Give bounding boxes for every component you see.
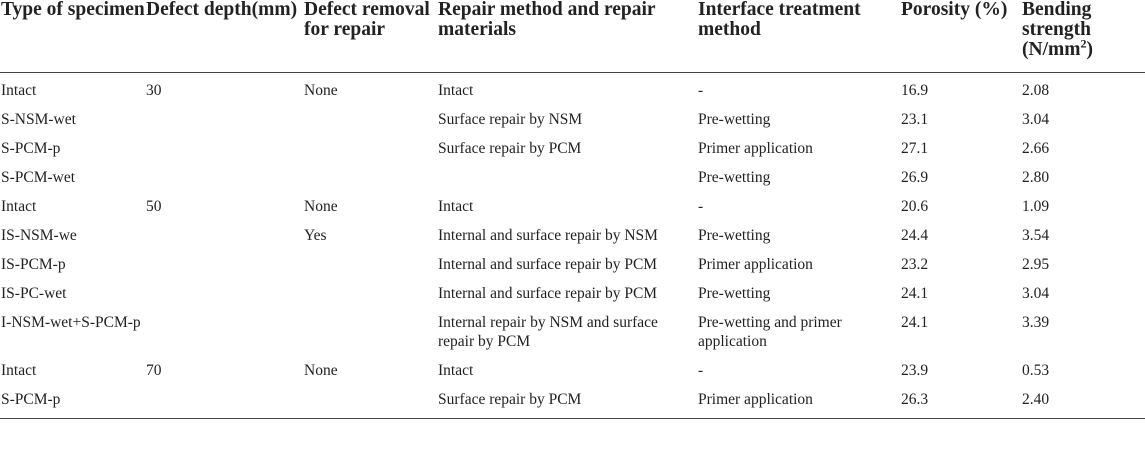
- table-row: [0, 250, 1145, 279]
- cell-bending-strength: 3.04: [1022, 111, 1050, 128]
- header-bending-strength: [1021, 0, 1145, 73]
- cell-repair-method: Internal and surface repair by NSM: [438, 227, 658, 244]
- cell-porosity: 27.1: [901, 140, 929, 157]
- cell-defect-removal: [303, 163, 437, 192]
- header-type-of-specimen: Type of specimen: [0, 0, 145, 73]
- cell-interface-treatment: Pre-wetting: [698, 111, 771, 128]
- cell-defect-depth: 70: [146, 362, 162, 379]
- cell-repair-method: Intact: [438, 362, 474, 379]
- table-row: [0, 163, 1145, 192]
- cell-defect-depth: [145, 221, 303, 250]
- cell-interface-treatment: Pre-wetting: [698, 227, 771, 244]
- cell-specimen: S-PCM-p: [0, 385, 145, 419]
- header-bending-strength-superscript: 2: [1080, 36, 1087, 51]
- cell-specimen: Intact: [1, 82, 37, 99]
- cell-defect-removal: [303, 308, 437, 356]
- header-defect-depth: Defect depth(mm): [145, 0, 303, 73]
- cell-porosity: 26.3: [900, 385, 1021, 419]
- cell-porosity: 24.1: [901, 314, 929, 331]
- table-row: [0, 385, 1145, 419]
- header-bending-strength-close: ): [1086, 39, 1093, 60]
- cell-bending-strength: 3.04: [1022, 285, 1050, 302]
- table-row: [0, 105, 1145, 134]
- cell-interface-treatment: Primer application: [698, 140, 813, 157]
- cell-repair-method: Surface repair by PCM: [437, 385, 697, 419]
- cell-specimen: IS-PC-wet: [1, 285, 67, 302]
- cell-repair-method: [437, 163, 697, 192]
- cell-bending-strength: 0.53: [1022, 362, 1050, 379]
- header-interface-treatment: Interface treatment method: [697, 0, 900, 73]
- cell-defect-removal: None: [304, 198, 338, 215]
- table-row: [0, 279, 1145, 308]
- cell-repair-method: Intact: [438, 82, 474, 99]
- table-row: [0, 356, 1145, 385]
- cell-repair-method: Surface repair by PCM: [438, 140, 582, 157]
- cell-specimen: Intact: [1, 198, 37, 215]
- cell-defect-removal: [303, 385, 437, 419]
- cell-specimen: IS-NSM-we: [1, 227, 77, 244]
- cell-defect-depth: [145, 308, 303, 356]
- header-defect-removal: Defect removal for repair: [303, 0, 437, 73]
- cell-repair-method: Internal and surface repair by PCM: [438, 285, 658, 302]
- cell-defect-depth: 30: [146, 82, 162, 99]
- cell-defect-removal: None: [304, 362, 338, 379]
- cell-repair-method: Surface repair by NSM: [438, 111, 583, 128]
- cell-defect-removal: None: [304, 82, 338, 99]
- cell-interface-treatment: Primer application: [697, 385, 900, 419]
- cell-defect-removal: [303, 134, 437, 163]
- cell-bending-strength: 2.40: [1021, 385, 1145, 419]
- cell-defect-depth: [145, 250, 303, 279]
- table-row: [0, 221, 1145, 250]
- cell-porosity: 23.9: [901, 362, 929, 379]
- table-body: [0, 73, 1145, 419]
- cell-bending-strength: 2.08: [1022, 82, 1050, 99]
- cell-defect-removal: Yes: [304, 227, 327, 244]
- table-row: [0, 192, 1145, 221]
- cell-interface-treatment: -: [698, 82, 704, 99]
- cell-repair-method: Internal repair by NSM and surface repair by PCM: [438, 314, 658, 350]
- cell-bending-strength: 3.39: [1022, 314, 1050, 331]
- cell-specimen: S-NSM-wet: [1, 111, 76, 128]
- cell-repair-method: Internal and surface repair by PCM: [438, 256, 658, 273]
- cell-defect-depth: [145, 105, 303, 134]
- table-row: [0, 73, 1145, 106]
- cell-porosity: 23.2: [901, 256, 929, 273]
- cell-interface-treatment: Pre-wetting: [698, 285, 771, 302]
- cell-specimen: S-PCM-p: [1, 140, 61, 157]
- cell-bending-strength: 1.09: [1022, 198, 1050, 215]
- cell-defect-depth: 50: [146, 198, 162, 215]
- cell-porosity: 23.1: [901, 111, 929, 128]
- table-row: [0, 134, 1145, 163]
- cell-specimen: Intact: [1, 362, 37, 379]
- cell-porosity: 26.9: [901, 169, 929, 186]
- cell-bending-strength: 3.54: [1022, 227, 1050, 244]
- cell-porosity: 24.4: [901, 227, 929, 244]
- cell-porosity: 20.6: [901, 198, 929, 215]
- cell-defect-removal: [303, 250, 437, 279]
- table-row: [0, 308, 1145, 356]
- cell-interface-treatment: Pre-wetting: [698, 169, 771, 186]
- header-bending-strength-text: Bending strength (N/mm: [1022, 0, 1092, 60]
- cell-bending-strength: 2.80: [1022, 169, 1050, 186]
- cell-specimen: S-PCM-wet: [1, 169, 76, 186]
- cell-bending-strength: 2.66: [1022, 140, 1050, 157]
- table-header: [0, 0, 1145, 73]
- cell-interface-treatment: Pre-wetting and primer application: [698, 314, 842, 350]
- cell-defect-depth: [145, 163, 303, 192]
- cell-bending-strength: 2.95: [1022, 256, 1050, 273]
- header-porosity: Porosity (%): [900, 0, 1021, 73]
- cell-interface-treatment: -: [698, 198, 704, 215]
- cell-defect-removal: [303, 105, 437, 134]
- cell-repair-method: Intact: [438, 198, 474, 215]
- cell-porosity: 24.1: [901, 285, 929, 302]
- cell-defect-depth: [145, 134, 303, 163]
- cell-defect-depth: [145, 279, 303, 308]
- cell-defect-removal: [303, 279, 437, 308]
- cell-specimen: IS-PCM-p: [1, 256, 66, 273]
- cell-interface-treatment: Primer application: [698, 256, 813, 273]
- header-row: [0, 0, 1145, 73]
- cell-specimen: I-NSM-wet+S-PCM-p: [1, 314, 141, 331]
- cell-interface-treatment: -: [698, 362, 704, 379]
- header-repair-method: Repair method and repair materials: [437, 0, 697, 73]
- cell-porosity: 16.9: [901, 82, 929, 99]
- cell-defect-depth: [145, 385, 303, 419]
